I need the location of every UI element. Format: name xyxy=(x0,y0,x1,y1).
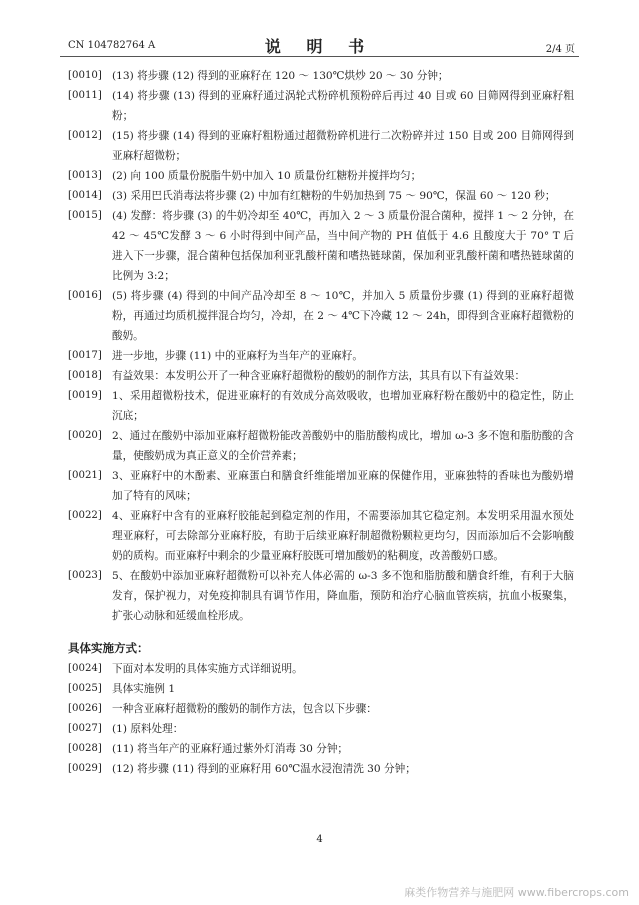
paragraph-text: 3、亚麻籽中的木酚素、亚麻蛋白和膳食纤维能增加亚麻的保健作用，亚麻独特的香味也为酸奶增加了特有的风味； xyxy=(112,470,574,502)
paragraph-number: [0029] xyxy=(68,763,102,774)
paragraph-list-bottom xyxy=(68,659,574,779)
paragraph-number: [0023] xyxy=(68,570,102,581)
paragraph-number: [0020] xyxy=(68,430,102,441)
paragraph xyxy=(68,186,574,206)
paragraph-text: 下面对本发明的具体实施方式详细说明。 xyxy=(112,663,303,675)
paragraph-text: 2、通过在酸奶中添加亚麻籽超微粉能改善酸奶中的脂肪酸构成比，增加 ω-3 多不饱和脂肪酸的含量，使酸奶成为真正意义的全价营养素； xyxy=(112,430,574,462)
document-number: CN 104782764 A xyxy=(68,40,156,51)
paragraph-number: [0011] xyxy=(68,90,102,101)
paragraph-number: [0017] xyxy=(68,350,102,361)
paragraph-text: (5) 将步骤 (4) 得到的中间产品冷却至 8 ～ 10℃，并加入 5 质量份步骤 (1) 得到的亚麻籽超微粉，再通过均质机搅拌混合均匀，冷却，在 2 ～ 4℃下冷藏 12 ～ 24h，即得到含亚麻籽超微粉的酸奶。 xyxy=(112,290,574,342)
paragraph xyxy=(68,346,574,366)
paragraph-text: 一种含亚麻籽超微粉的酸奶的制作方法，包含以下步骤： xyxy=(112,703,377,715)
paragraph-text: (4) 发酵：将步骤 (3) 的牛奶冷却至 40℃，再加入 2 ～ 3 质量份混合菌种，搅拌 1 ～ 2 分钟，在 42 ～ 45℃发酵 3 ～ 6 小时得到中间产品，当中间产物的 PH 值低于 4.6 且酸度大于 70° T 后进入下一步骤，混合菌种包括保加利亚乳酸杆菌和嗜热链球菌，保加利亚乳酸杆菌和嗜热链球菌的比例为 3:2； xyxy=(112,210,574,282)
paragraph xyxy=(68,679,574,699)
paragraph-text: (13) 将步骤 (12) 得到的亚麻籽在 120 ～ 130℃烘炒 20 ～ 30 分钟； xyxy=(112,70,449,82)
document-body xyxy=(68,66,574,779)
paragraph-number: [0022] xyxy=(68,510,102,521)
paragraph-text: (14) 将步骤 (13) 得到的亚麻籽通过涡轮式粉碎机预粉碎后再过 40 目或 60 目筛网得到亚麻籽粗粉； xyxy=(112,90,574,122)
paragraph-list-top xyxy=(68,66,574,626)
paragraph-number: [0024] xyxy=(68,663,102,674)
paragraph-number: [0028] xyxy=(68,743,102,754)
document-title: 说 明 书 xyxy=(264,37,375,56)
site-watermark: 麻类作物营养与施肥网 www.fibercrops.com xyxy=(404,886,629,899)
paragraph-text: 5、在酸奶中添加亚麻籽超微粉可以补充人体必需的 ω-3 多不饱和脂肪酸和膳食纤维，有利于大脑发育，保护视力，对免疫抑制具有调节作用，降血脂，预防和治疗心脑血管疾病，抗血小板聚集，扩张心动脉和延缓血栓形成。 xyxy=(112,570,574,622)
paragraph-number: [0015] xyxy=(68,210,102,221)
paragraph-text: 有益效果：本发明公开了一种含亚麻籽超微粉的酸奶的制作方法，其具有以下有益效果： xyxy=(112,370,526,382)
paragraph xyxy=(68,366,574,386)
paragraph xyxy=(68,426,574,466)
paragraph xyxy=(68,699,574,719)
section-heading: 具体实施方式： xyxy=(68,641,149,655)
paragraph-text: (1) 原料处理： xyxy=(112,723,184,735)
paragraph-number: [0018] xyxy=(68,370,102,381)
paragraph xyxy=(68,659,574,679)
paragraph-text: (12) 将步骤 (11) 得到的亚麻籽用 60℃温水浸泡清洗 30 分钟； xyxy=(112,763,416,775)
paragraph xyxy=(68,206,574,286)
paragraph xyxy=(68,286,574,346)
paragraph xyxy=(68,86,574,126)
paragraph-number: [0026] xyxy=(68,703,102,714)
paragraph-number: [0016] xyxy=(68,290,102,301)
paragraph xyxy=(68,759,574,779)
paragraph xyxy=(68,166,574,186)
paragraph-text: (15) 将步骤 (14) 得到的亚麻籽粗粉通过超微粉碎机进行二次粉碎并过 150 目或 200 目筛网得到亚麻籽超微粉； xyxy=(112,130,574,162)
paragraph-text: (2) 向 100 质量份脱脂牛奶中加入 10 质量份红糖粉并搅拌均匀； xyxy=(112,170,422,182)
paragraph-text: 进一步地，步骤 (11) 中的亚麻籽为当年产的亚麻籽。 xyxy=(112,350,363,362)
paragraph-text: 1、采用超微粉技术，促进亚麻籽的有效成分高效吸收，也增加亚麻籽粉在酸奶中的稳定性，防止沉底； xyxy=(112,390,574,422)
paragraph xyxy=(68,506,574,566)
page-header xyxy=(60,34,579,57)
paragraph-number: [0025] xyxy=(68,683,102,694)
paragraph-number: [0010] xyxy=(68,70,102,81)
paragraph-number: [0012] xyxy=(68,130,102,141)
paragraph-text: (3) 采用巴氏消毒法将步骤 (2) 中加有红糖粉的牛奶加热到 75 ～ 90℃，保温 60 ～ 120 秒； xyxy=(112,190,556,202)
paragraph xyxy=(68,66,574,86)
paragraph-number: [0027] xyxy=(68,723,102,734)
paragraph-number: [0014] xyxy=(68,190,102,201)
page-number: 4 xyxy=(316,834,323,845)
paragraph xyxy=(68,566,574,626)
paragraph-number: [0021] xyxy=(68,470,102,481)
paragraph xyxy=(68,126,574,166)
paragraph xyxy=(68,386,574,426)
paragraph xyxy=(68,739,574,759)
paragraph xyxy=(68,719,574,739)
page-indicator: 2/4 页 xyxy=(545,44,575,55)
paragraph-number: [0019] xyxy=(68,390,102,401)
paragraph xyxy=(68,466,574,506)
paragraph-text: 4、亚麻籽中含有的亚麻籽胶能起到稳定剂的作用，不需要添加其它稳定剂。本发明采用温水预处理亚麻籽，可去除部分亚麻籽胶，有助于后续亚麻籽制超微粉颗粒更均匀，因而添加后不会影响酸奶的质构。而亚麻籽中剩余的少量亚麻籽胶既可增加酸奶的粘稠度，改善酸奶口感。 xyxy=(112,510,574,562)
paragraph-number: [0013] xyxy=(68,170,102,181)
paragraph-text: 具体实施例 1 xyxy=(112,683,176,695)
paragraph-text: (11) 将当年产的亚麻籽通过紫外灯消毒 30 分钟； xyxy=(112,743,349,755)
